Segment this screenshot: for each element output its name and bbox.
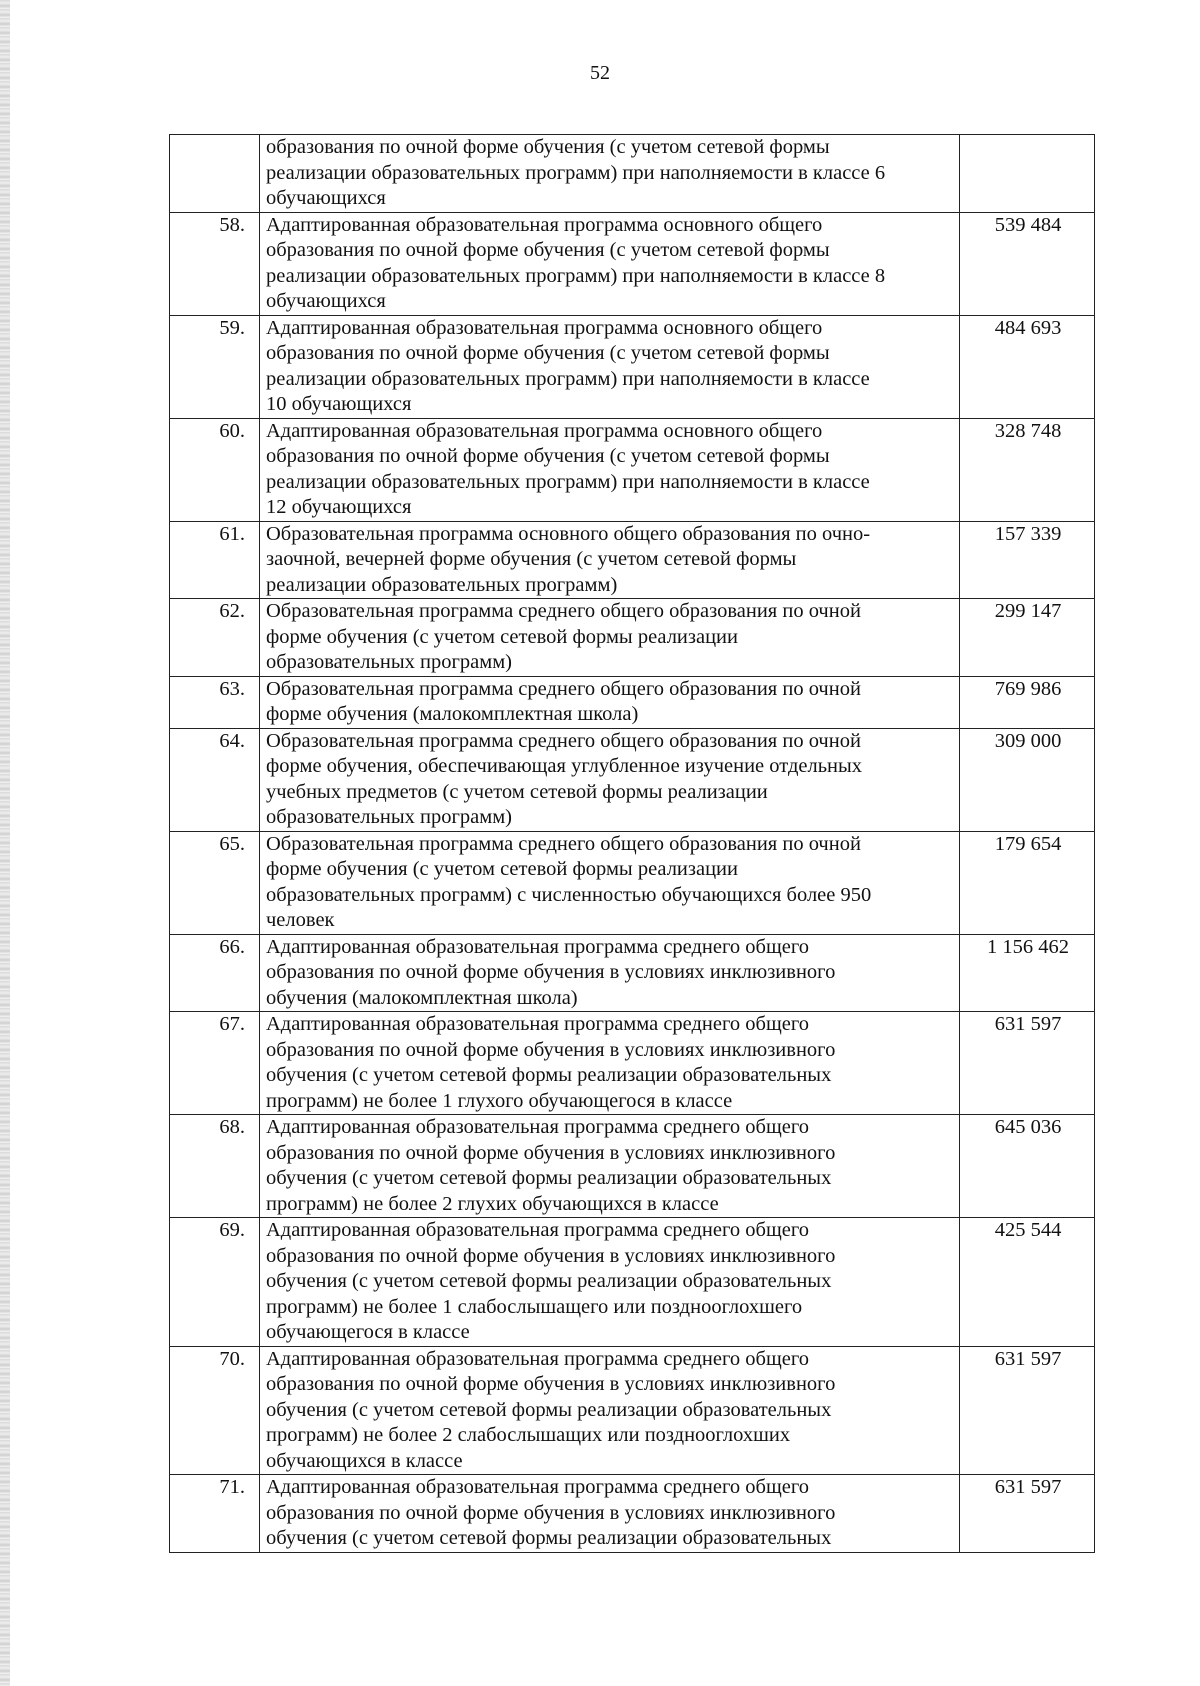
table-row xyxy=(170,315,1095,418)
cost-value: 309 000 xyxy=(960,728,1095,831)
cost-value: 179 654 xyxy=(960,831,1095,934)
program-description: Адаптированная образовательная программа среднего общего образования по очной форме обучения в условиях инклюзивного обучения (с учетом сетевой формы реализации образовательных программ) не более 2 глухих обучающихся в классе xyxy=(260,1115,960,1218)
program-description: Адаптированная образовательная программа основного общего образования по очной форме обучения (с учетом сетевой формы реализации образовательных программ) при наполняемости в классе 8 обучающихся xyxy=(260,212,960,315)
table-row xyxy=(170,212,1095,315)
program-description: Адаптированная образовательная программа среднего общего образования по очной форме обучения в условиях инклюзивного обучения (с учетом сетевой формы реализации образовательных xyxy=(260,1475,960,1553)
row-number: 68. xyxy=(170,1115,260,1218)
cost-value: 425 544 xyxy=(960,1218,1095,1347)
table-row xyxy=(170,728,1095,831)
table-row xyxy=(170,1218,1095,1347)
cost-value: 645 036 xyxy=(960,1115,1095,1218)
row-number: 65. xyxy=(170,831,260,934)
cost-value: 299 147 xyxy=(960,599,1095,677)
program-description: Образовательная программа основного общего образования по очно- заочной, вечерней форме обучения (с учетом сетевой формы реализации образовательных программ) xyxy=(260,521,960,599)
program-description: Образовательная программа среднего общего образования по очной форме обучения (с учетом сетевой формы реализации образовательных программ) xyxy=(260,599,960,677)
program-description: Образовательная программа среднего общего образования по очной форме обучения (с учетом сетевой формы реализации образовательных программ) с численностью обучающихся более 950 человек xyxy=(260,831,960,934)
program-description: Адаптированная образовательная программа основного общего образования по очной форме обучения (с учетом сетевой формы реализации образовательных программ) при наполняемости в классе 12 обучающихся xyxy=(260,418,960,521)
program-description: Адаптированная образовательная программа среднего общего образования по очной форме обучения в условиях инклюзивного обучения (с учетом сетевой формы реализации образовательных программ) не более 2 слабослышащих или позднооглохших обучающихся в классе xyxy=(260,1346,960,1475)
cost-value: 328 748 xyxy=(960,418,1095,521)
row-number: 59. xyxy=(170,315,260,418)
table-row xyxy=(170,1346,1095,1475)
program-description: образования по очной форме обучения (с учетом сетевой формы реализации образовательных программ) при наполняемости в классе 6 обучающихся xyxy=(260,135,960,213)
table-row xyxy=(170,831,1095,934)
program-description: Адаптированная образовательная программа среднего общего образования по очной форме обучения в условиях инклюзивного обучения (малокомплектная школа) xyxy=(260,934,960,1012)
row-number: 66. xyxy=(170,934,260,1012)
program-description: Адаптированная образовательная программа среднего общего образования по очной форме обучения в условиях инклюзивного обучения (с учетом сетевой формы реализации образовательных программ) не более 1 глухого обучающегося в классе xyxy=(260,1012,960,1115)
scan-edge xyxy=(0,0,10,1686)
row-number: 70. xyxy=(170,1346,260,1475)
row-number: 63. xyxy=(170,676,260,728)
cost-value: 484 693 xyxy=(960,315,1095,418)
table-row xyxy=(170,1012,1095,1115)
cost-value: 769 986 xyxy=(960,676,1095,728)
row-number: 61. xyxy=(170,521,260,599)
cost-value: 631 597 xyxy=(960,1346,1095,1475)
table-row xyxy=(170,599,1095,677)
table-row xyxy=(170,135,1095,213)
row-number: 58. xyxy=(170,212,260,315)
cost-value: 157 339 xyxy=(960,521,1095,599)
table-row xyxy=(170,521,1095,599)
table-row xyxy=(170,418,1095,521)
row-number: 62. xyxy=(170,599,260,677)
cost-value: 539 484 xyxy=(960,212,1095,315)
cost-value: 1 156 462 xyxy=(960,934,1095,1012)
row-number: 71. xyxy=(170,1475,260,1553)
program-description: Адаптированная образовательная программа среднего общего образования по очной форме обучения в условиях инклюзивного обучения (с учетом сетевой формы реализации образовательных программ) не более 1 слабослышащего или позднооглохшего обучающегося в классе xyxy=(260,1218,960,1347)
table-row xyxy=(170,676,1095,728)
row-number: 60. xyxy=(170,418,260,521)
table-row xyxy=(170,1475,1095,1553)
row-number xyxy=(170,135,260,213)
row-number: 64. xyxy=(170,728,260,831)
cost-value xyxy=(960,135,1095,213)
cost-value: 631 597 xyxy=(960,1012,1095,1115)
table-row xyxy=(170,934,1095,1012)
row-number: 67. xyxy=(170,1012,260,1115)
table-row xyxy=(170,1115,1095,1218)
program-description: Образовательная программа среднего общего образования по очной форме обучения (малокомплектная школа) xyxy=(260,676,960,728)
program-description: Образовательная программа среднего общего образования по очной форме обучения, обеспечивающая углубленное изучение отдельных учебных предметов (с учетом сетевой формы реализации образовательных программ) xyxy=(260,728,960,831)
cost-value: 631 597 xyxy=(960,1475,1095,1553)
row-number: 69. xyxy=(170,1218,260,1347)
program-description: Адаптированная образовательная программа основного общего образования по очной форме обучения (с учетом сетевой формы реализации образовательных программ) при наполняемости в классе 10 обучающихся xyxy=(260,315,960,418)
program-cost-table xyxy=(169,134,1095,1553)
page-number: 52 xyxy=(590,62,610,84)
